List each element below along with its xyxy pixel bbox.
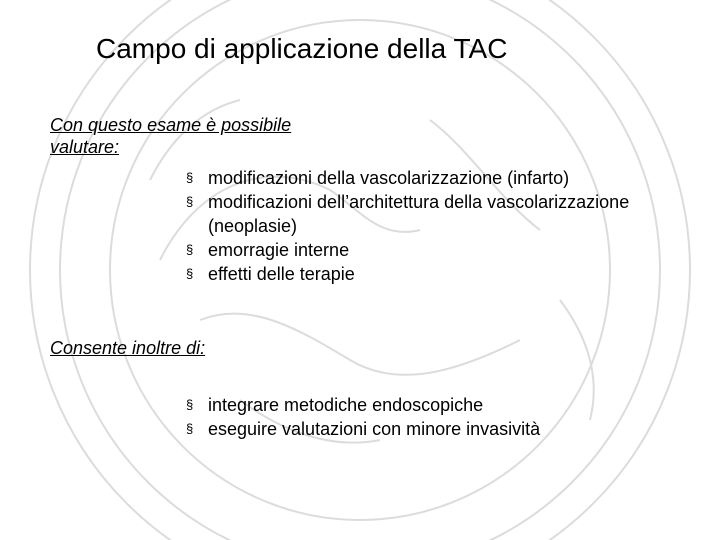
- bullet-icon: §: [186, 242, 194, 257]
- list-item: § integrare metodiche endoscopiche: [186, 395, 484, 415]
- list-item: § modificazioni della vascolarizzazione (infarto): [186, 168, 570, 188]
- bullet-icon: §: [186, 266, 194, 281]
- list-item: § eseguire valutazioni con minore invasività: [186, 419, 541, 439]
- bullet-icon: §: [186, 421, 194, 436]
- bullet-icon: §: [186, 194, 194, 209]
- section-intro-evaluate: Con questo esame è possibile valutare:: [50, 115, 292, 157]
- bullet-icon: §: [186, 397, 194, 412]
- bullet-icon: §: [186, 170, 194, 185]
- list-item: § emorragie interne: [186, 240, 350, 260]
- additional-list: [186, 393, 646, 441]
- list-item: § modificazioni dell’architettura della vascolarizzazione (neoplasie): [186, 192, 630, 236]
- list-item: § effetti delle terapie: [186, 264, 355, 284]
- evaluate-list: [186, 166, 646, 286]
- slide-title: Campo di applicazione della TAC: [96, 33, 508, 64]
- section-intro-additional: Consente inoltre di:: [50, 338, 206, 358]
